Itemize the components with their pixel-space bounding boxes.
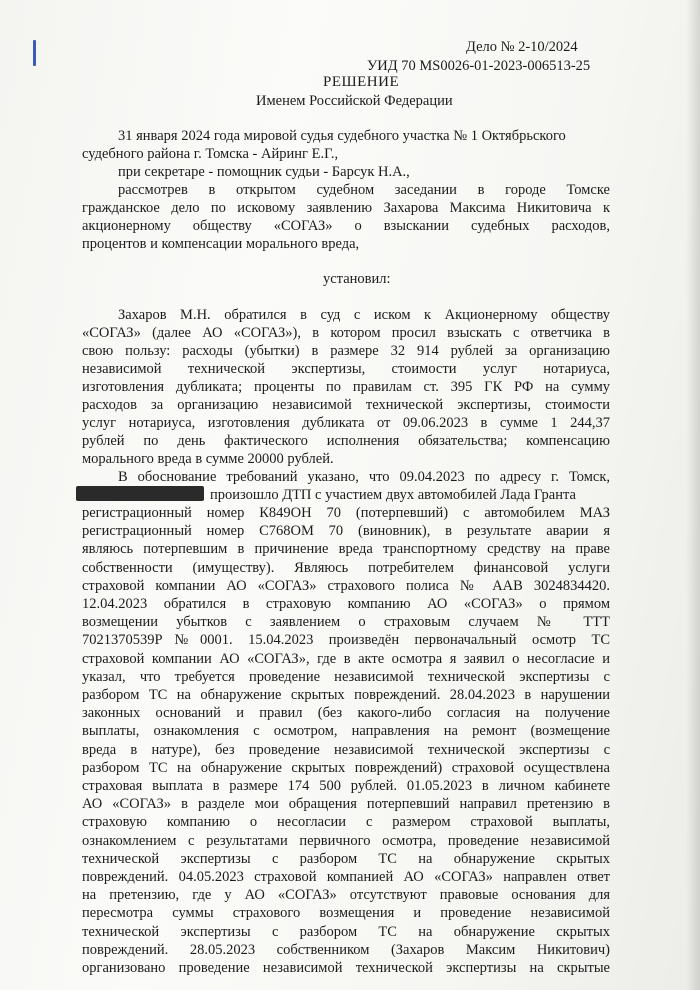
case-number: Дело № 2-10/2024: [466, 39, 578, 55]
paragraph2-line: собственности (имуществу). Являюсь потребителем финансовой услуги: [82, 559, 610, 576]
page-edge-shadow: [686, 0, 700, 990]
pen-mark: [33, 40, 36, 66]
case-uid: УИД 70 MS0026-01-2023-006513-25: [367, 58, 591, 74]
paragraph2-line: разбором ТС на обнаружение скрытых повреждений. 28.04.2023 в нарушении: [82, 687, 610, 703]
paragraph2-line: ознакомлением с результатами первичного осмотра, проведение независимой: [82, 832, 610, 849]
paragraph1-line: независимой технической экспертизы, стоимости услуг нотариуса,: [82, 361, 610, 377]
paragraph2-line: страховую компанию о несогласии с размером страховой выплаты,: [82, 814, 610, 831]
intro-line: гражданское дело по исковому заявлению Захарова Максима Никитовича к: [82, 200, 610, 216]
paragraph2-line: страховой компании АО «СОГАЗ», где в акте осмотра я заявил о несогласие и: [82, 650, 610, 667]
paragraph2-line: организовано проведение независимой технической экспертизы на скрытые: [82, 960, 610, 976]
paragraph1-line: Захаров М.Н. обратился в суд с иском к Акционерному обществу: [118, 307, 610, 323]
document-subtitle: Именем Российской Федерации: [256, 93, 453, 109]
intro-line: процентов и компенсации морального вреда,: [82, 236, 360, 252]
paragraph2-line: повреждений. 28.05.2023 собственником (Захаров Максим Никитович): [82, 941, 610, 958]
paragraph2-line: 12.04.2023 обратился в страховую компанию АО «СОГАЗ» о прямом: [82, 596, 610, 612]
paragraph2-line: регистрационный номер К849ОН 70 (потерпевший) с автомобилем МАЗ: [82, 505, 610, 521]
paragraph2-line: В обоснование требований указано, что 09.04.2023 по адресу г. Томск,: [118, 469, 610, 485]
intro-line: рассмотрев в открытом судебном заседании в городе Томске: [118, 182, 610, 198]
paragraph2-line: возмещении убытков с заявлением о страховым случаем № ТТТ: [82, 614, 610, 631]
paragraph2-line: законных оснований и правил (без какого-либо согласия на получение: [82, 705, 610, 722]
paragraph2-line: технической экспертизы с разбором ТС на обнаружение скрытых: [82, 850, 610, 867]
paragraph2-line: пересмотра суммы страхового возмещения и проведение независимой: [82, 905, 610, 922]
paragraph2-line: регистрационный номер С768ОМ 70 (виновник), в результате аварии я: [82, 523, 610, 540]
paragraph2-line: указал, что требуется проведение независимой технической экспертизы с: [82, 668, 610, 685]
paragraph2-line: страховая выплата в размере 174 500 рублей. 01.05.2023 в личном кабинете: [82, 778, 610, 794]
paragraph1-line: рублей по день фактического исполнения обязательства; компенсацию: [82, 433, 610, 449]
intro-line: судебного района г. Томска - Айринг Е.Г.,: [82, 146, 339, 162]
paragraph2-line: вреда в натуре), без проведение независимой технической экспертизы с: [82, 741, 610, 758]
paragraph2-line: являюсь потерпевшим в причинение вреда транспортному средству на праве: [82, 541, 610, 558]
paragraph1-line: изготовления дубликата; проценты по правилам ст. 395 ГК РФ на сумму: [82, 379, 610, 395]
paragraph2-line: технической экспертизы с разбором ТС на обнаружение скрытых: [82, 923, 610, 940]
intro-line: акционерному обществу «СОГАЗ» о взыскании судебных расходов,: [82, 218, 610, 234]
paragraph2-line: произошло ДТП с участием двух автомобилей Лада Гранта: [76, 486, 576, 504]
paragraph1-line: услуг нотариуса, изготовления дубликата от 09.06.2023 в сумме 1 244,37: [82, 415, 610, 431]
paragraph1-line: «СОГАЗ» (далее АО «СОГАЗ»), в котором просил взыскать с ответчика в: [82, 325, 610, 341]
paragraph2-line: выплаты, ознакомления с осмотром, направления на ремонт (возмещение: [82, 723, 610, 740]
paragraph2-line: повреждений. 04.05.2023 страховой компанией АО «СОГАЗ» направлен ответ: [82, 869, 610, 885]
paragraph1-line: морального вреда в сумме 20000 рублей.: [82, 451, 334, 467]
intro-line: 31 января 2024 года мировой судья судебного участка № 1 Октябрьского: [118, 128, 566, 144]
paragraph2-line: 7021370539P№0001. 15.04.2023 произведён первоначальный осмотр ТС: [82, 632, 610, 649]
intro-line: при секретаре - помощник судьи - Барсук Н.А.,: [118, 164, 410, 180]
paragraph2-line: АО «СОГАЗ» в разделе мои обращения потерпевший направил претензию в: [82, 796, 610, 813]
paragraph1-line: расходов за организацию независимой технической экспертизы, стоимости: [82, 397, 610, 413]
document-title: РЕШЕНИЕ: [323, 74, 400, 90]
paragraph2-line: разбором ТС на обнаружение скрытых повреждений) страховой осуществлена: [82, 759, 610, 776]
established-heading: установил:: [323, 271, 391, 287]
redacted-address: [76, 486, 204, 501]
paragraph1-line: свою пользу: расходы (убытки) в размере 32 914 рублей за организацию: [82, 343, 610, 359]
paragraph2-line: страховой компании АО «СОГАЗ» страхового полиса № ААВ 3024834420.: [82, 577, 610, 594]
paragraph2-line: на претензию, где у АО «СОГАЗ» отсутствуют правовые основания для: [82, 887, 610, 904]
